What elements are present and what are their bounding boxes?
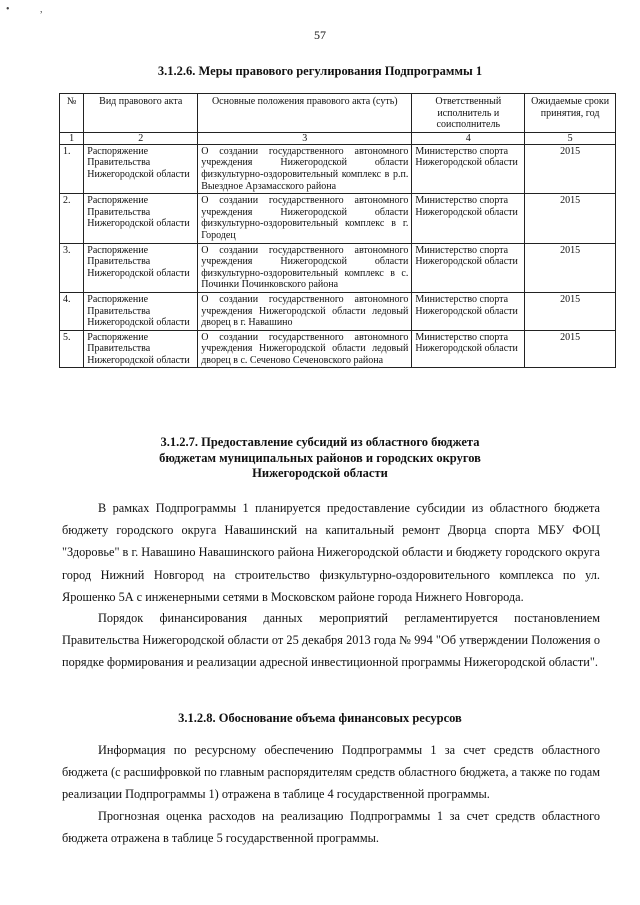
row-year: 2015 (525, 243, 616, 292)
paragraph-financing-order (62, 607, 600, 674)
section-heading-3-1-2-7 (0, 435, 640, 482)
row-act-type: Распоряжение Правительства Нижегородской области (84, 194, 198, 243)
row-responsible: Министерство спорта Нижегородской области (412, 194, 525, 243)
heading-line: 3.1.2.7. Предоставление субсидий из областного бюджета (160, 435, 480, 449)
paragraph-text: Порядок финансирования данных мероприятий регламентируется постановлением Правительства Нижегородской области от 25 декабря 2013 года № 994 "Об утверждении Положения о порядке формирования и реализации адресной инвестиционной программы Нижегородской области". (62, 611, 600, 670)
row-year: 2015 (525, 292, 616, 330)
heading-line: бюджетам муниципальных районов и городских округов (159, 450, 481, 465)
row-responsible: Министерство спорта Нижегородской области (412, 330, 525, 368)
index-cell: 1 (60, 132, 84, 144)
table-header-row (60, 94, 616, 133)
row-year: 2015 (525, 144, 616, 193)
index-cell: 3 (198, 132, 412, 144)
table-row (60, 144, 616, 193)
scan-mark: , (40, 4, 43, 15)
section-heading-3-1-2-6: 3.1.2.6. Меры правового регулирования Подпрограммы 1 (157, 64, 483, 78)
header-expected-date: Ожидаемые сроки принятия, год (525, 94, 616, 133)
row-num: 1. (60, 144, 84, 193)
paragraph-cost-forecast (62, 805, 600, 849)
paragraph-resource-info (62, 739, 600, 806)
heading-line: Нижегородской области (252, 466, 388, 480)
row-description: О создании государственного автономного учреждения Нижегородской области ледовый дворец в с. Сеченово Сеченовского района (198, 330, 412, 368)
row-num: 2. (60, 194, 84, 243)
row-responsible: Министерство спорта Нижегородской области (412, 144, 525, 193)
row-year: 2015 (525, 330, 616, 368)
row-description: О создании государственного автономного учреждения Нижегородской области физкультурно-оздоровительный комплекс в г. Городец (198, 194, 412, 243)
table-row (60, 243, 616, 292)
index-cell: 2 (84, 132, 198, 144)
paragraph-subsidies (62, 497, 600, 608)
header-main-provisions: Основные положения правового акта (суть) (198, 94, 412, 133)
legal-measures-table (59, 93, 616, 368)
section-heading-3-1-2-8: 3.1.2.8. Обоснование объема финансовых ресурсов (178, 711, 462, 725)
table-row (60, 292, 616, 330)
header-num: № (60, 94, 84, 133)
row-act-type: Распоряжение Правительства Нижегородской области (84, 144, 198, 193)
table-row (60, 330, 616, 368)
row-act-type: Распоряжение Правительства Нижегородской области (84, 330, 198, 368)
row-act-type: Распоряжение Правительства Нижегородской области (84, 292, 198, 330)
index-cell: 4 (412, 132, 525, 144)
scan-mark: • (6, 4, 10, 15)
header-act-type: Вид правового акта (84, 94, 198, 133)
row-description: О создании государственного автономного учреждения Нижегородской области физкультурно-оздоровительный комплекс в р.п. Выездное Арзамасского района (198, 144, 412, 193)
row-description: О создании государственного автономного учреждения Нижегородской области физкультурно-оздоровительный комплекс в с. Починки Починковского района (198, 243, 412, 292)
paragraph-text: В рамках Подпрограммы 1 планируется предоставление субсидии из областного бюджета бюджету городского округа Навашинский на капитальный ремонт Дворца спорта МБУ ФОЦ "Здоровье" в г. Навашино Навашинского района Нижегородской области и бюджету городского округа город Нижний Новгород на строительство физкультурно-оздоровительного комплекса по ул. Ярошенко 5А с инженерными сетями в Московском районе города Нижнего Новгорода. (62, 501, 600, 604)
row-responsible: Министерство спорта Нижегородской области (412, 243, 525, 292)
index-cell: 5 (525, 132, 616, 144)
table-row (60, 194, 616, 243)
row-num: 4. (60, 292, 84, 330)
header-responsible: Ответственный исполнитель и соисполнитель (412, 94, 525, 133)
row-description: О создании государственного автономного учреждения Нижегородской области ледовый дворец в г. Навашино (198, 292, 412, 330)
table-index-row (60, 132, 616, 144)
row-responsible: Министерство спорта Нижегородской области (412, 292, 525, 330)
page-number: 57 (314, 28, 326, 42)
paragraph-text: Прогнозная оценка расходов на реализацию Подпрограммы 1 за счет средств областного бюджета отражена в таблице 5 государственной программы. (62, 809, 600, 846)
row-act-type: Распоряжение Правительства Нижегородской области (84, 243, 198, 292)
row-num: 3. (60, 243, 84, 292)
paragraph-text: Информация по ресурсному обеспечению Подпрограммы 1 за счет средств областного бюджета (с расшифровкой по главным распорядителям средств областного бюджета, а также по годам реализации Подпрограммы 1) отражена в таблице 4 государственной программы. (62, 743, 600, 802)
row-year: 2015 (525, 194, 616, 243)
row-num: 5. (60, 330, 84, 368)
